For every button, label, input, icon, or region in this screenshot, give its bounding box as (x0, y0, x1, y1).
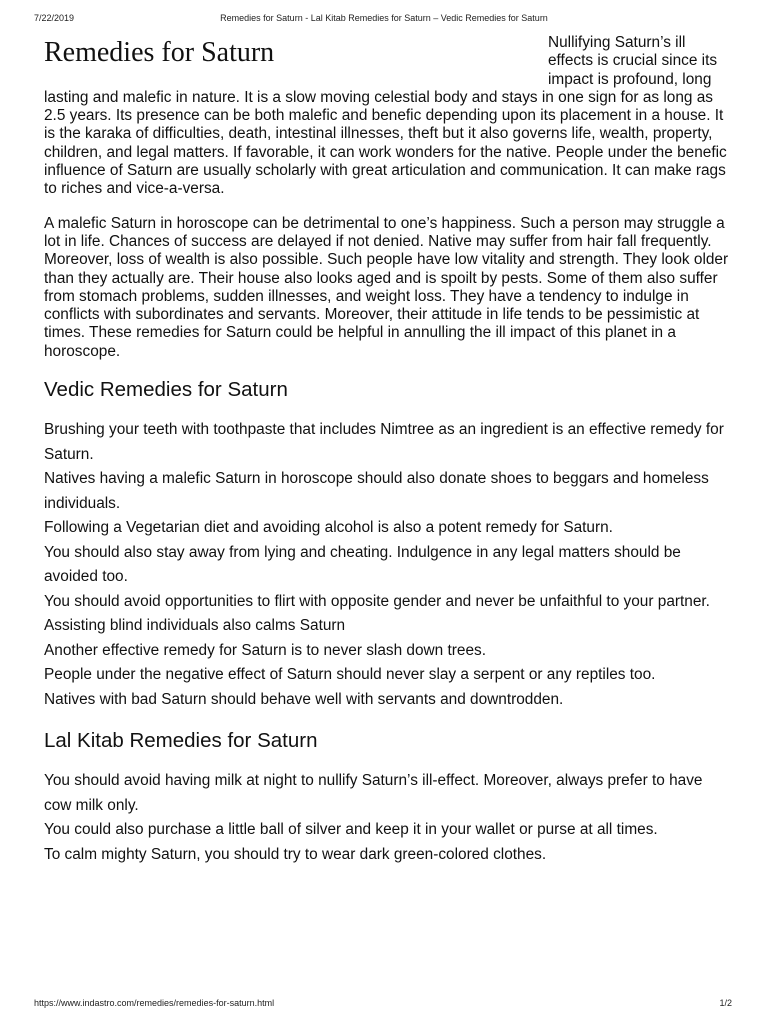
list-item: Following a Vegetarian diet and avoiding alcohol is also a potent remedy for Saturn. (44, 519, 613, 537)
vedic-remedies-heading: Vedic Remedies for Saturn (44, 378, 288, 402)
list-item: People under the negative effect of Saturn should never slay a serpent or any reptiles too. (44, 666, 656, 684)
list-item: You could also purchase a little ball of silver and keep it in your wallet or purse at all times. (44, 821, 658, 839)
list-item: Another effective remedy for Saturn is to never slash down trees. (44, 641, 486, 659)
lal-kitab-remedies-heading: Lal Kitab Remedies for Saturn (44, 729, 318, 753)
list-item: Natives having a malefic Saturn in horoscope should also donate shoes to beggars and homeless individuals. (44, 470, 709, 512)
list-item: Assisting blind individuals also calms Saturn (44, 617, 346, 635)
list-item: Natives with bad Saturn should behave well with servants and downtrodden. (44, 690, 564, 708)
print-date: 7/22/2019 (34, 13, 75, 23)
list-item: You should avoid opportunities to flirt with opposite gender and never be unfaithful to your partner. (44, 592, 710, 610)
vedic-remedies-list (44, 418, 732, 712)
print-url[interactable]: https://www.indastro.com/remedies/remedies-for-saturn.html (34, 998, 275, 1008)
print-page-title: Remedies for Saturn - Lal Kitab Remedies for Saturn – Vedic Remedies for Saturn (220, 13, 548, 23)
article-title: Remedies for Saturn (44, 37, 275, 68)
list-item: You should avoid having milk at night to nullify Saturn’s ill-effect. Moreover, always prefer to have cow milk only. (44, 772, 703, 814)
list-item: To calm mighty Saturn, you should try to wear dark green-colored clothes. (44, 845, 547, 863)
list-item: You should also stay away from lying and cheating. Indulgence in any legal matters should be avoided too. (44, 543, 681, 586)
malefic-saturn-paragraph: A malefic Saturn in horoscope can be detrimental to one’s happiness. Such a person may struggle a lot in life. Chances of success are delayed if not denied. Native may suffer from hair fall frequently. Moreover, loss of wealth is also possible. Such people have low vitality and strength. They look older than they actually are. Their house also looks aged and is spoilt by pests. Some of them also suffer from stomach problems, sudden illnesses, and weight loss. They have a tendency to indulge in conflicts with subordinates and servants. Moreover, their attitude in life tends to be pessimistic at times. These remedies for Saturn could be helpful in annulling the ill impact of this planet in a horoscope. (44, 214, 729, 360)
intro-paragraph: Nullifying Saturn’s ill effects is crucial since its impact is profound, long lasting and malefic in nature. It is a slow moving celestial body and stays in one sign for as long as 2.5 years. Its presence can be both malefic and benefic depending upon its placement in a house. It is the karaka of difficulties, death, intestinal illnesses, theft but it also governs life, wealth, property, children, and legal matters. If favorable, it can work wonders for the native. People under the benefic influence of Saturn are usually scholarly with great articulation and communication. It can make rags to riches and vice-a-versa. (44, 34, 727, 198)
page-number: 1/2 (719, 998, 732, 1008)
list-item: Brushing your teeth with toothpaste that includes Nimtree as an ingredient is an effective remedy for Saturn. (44, 421, 724, 463)
article (44, 34, 732, 867)
lal-kitab-remedies-list (44, 769, 732, 867)
